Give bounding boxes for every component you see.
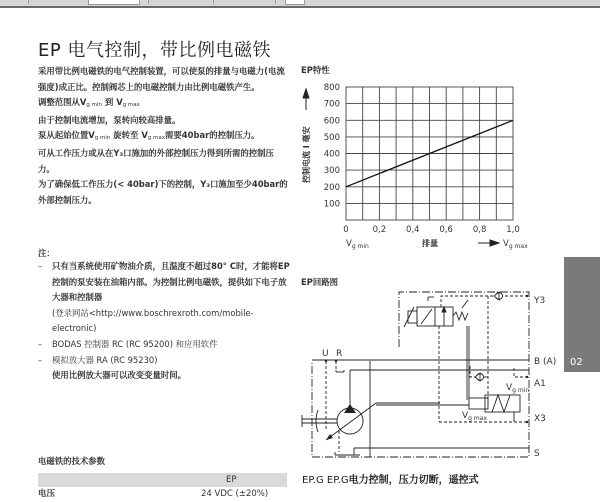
svg-text:控制电流 I 毫安: 控制电流 I 毫安 xyxy=(302,126,311,183)
toolbar-separator xyxy=(213,0,214,4)
svg-text:0,4: 0,4 xyxy=(406,225,420,235)
svg-text:0,6: 0,6 xyxy=(439,225,453,235)
vg-max-label: $V_{g max}$ xyxy=(462,411,487,422)
vg-min-label: $V_{g min}$ xyxy=(506,383,530,394)
website-link[interactable]: (登录网站<http://www.boschrexroth.com/mobile-electronic) xyxy=(52,307,254,334)
chapter-tab[interactable] xyxy=(564,257,600,372)
svg-text:500: 500 xyxy=(323,132,340,143)
svg-text:1,0: 1,0 xyxy=(506,225,520,235)
note-item: – 只有当系统使用矿物油介质，且温度不超过80° C时，才能将EP控制的泵安装在油箱内部。为控制比例电磁铁，提供如下电子放大器和控制器 xyxy=(38,261,290,303)
port-label-s: S xyxy=(534,449,540,459)
table-header: EP xyxy=(38,473,287,487)
note-item: – 模拟放大器 RA (RC 95230) xyxy=(38,354,158,365)
x-axis-arrow-icon xyxy=(478,240,499,246)
svg-text:100: 100 xyxy=(323,199,340,210)
notes-heading: 注： xyxy=(38,248,55,258)
table-row xyxy=(38,487,287,501)
svg-text:800: 800 xyxy=(323,83,340,93)
port-label-a1: A1 xyxy=(534,379,546,389)
port-label-y3: Y3 xyxy=(534,296,546,306)
circuit-title: EP回路图 xyxy=(301,277,338,287)
svg-text:0: 0 xyxy=(343,225,349,235)
intro-paragraph-5: 可从工作压力或从在Y₃口施加的外部控制压力得到所需的控制压力。 xyxy=(38,147,274,174)
intro-paragraph-1: 采用带比例电磁铁的电气控制装置，可以使泵的排量与电磁力(电流强度)成正比。控制阀芯上的电磁控制力由比例电磁铁产生。 xyxy=(38,66,285,92)
section-title-epg: EP.G EP.G电力控制，压力切断，遥控式 xyxy=(302,475,479,486)
page-number-field[interactable] xyxy=(88,0,140,5)
x-min-label: $V_{g min}$ xyxy=(346,239,369,250)
intro-paragraph-3: 由于控制电流增加，泵转向较高排量。 xyxy=(38,114,181,125)
svg-text:200: 200 xyxy=(323,182,340,193)
y-axis-ticks xyxy=(324,83,340,209)
tech-params-table xyxy=(38,473,287,501)
param-value: 24 VDC (±20%) xyxy=(201,489,269,499)
svg-text:300: 300 xyxy=(323,166,340,177)
port-label-ba: B (A) xyxy=(534,357,557,367)
svg-text:600: 600 xyxy=(323,116,340,127)
intro-text xyxy=(38,64,288,208)
port-label-x3: X3 xyxy=(534,414,546,424)
toolbar-separator xyxy=(28,0,29,4)
x-axis-label: 排量 xyxy=(422,239,438,248)
param-name: 电压 xyxy=(38,489,56,499)
port-label-u: U xyxy=(322,349,329,359)
svg-text:0,2: 0,2 xyxy=(372,225,387,235)
toolbar-separator xyxy=(275,0,276,4)
note-item: 使用比例放大器可以改变变量时间。 xyxy=(52,370,186,381)
ep-characteristic-chart xyxy=(296,72,556,252)
chart-title: EP特性 xyxy=(301,65,330,75)
note-item: – BODAS 控制器 RC (RC 95200) 和应用软件 xyxy=(38,338,218,349)
svg-text:700: 700 xyxy=(323,99,340,110)
intro-paragraph-4: 泵从起始位置$V_{g min}$ 旋转至 $V_{g max}$需要40bar的控制压力。 xyxy=(38,130,260,142)
port-label-r: R xyxy=(336,349,343,359)
chapter-number: 02 xyxy=(570,357,583,368)
svg-text:400: 400 xyxy=(323,149,340,160)
x-axis-ticks xyxy=(343,225,519,235)
intro-paragraph-6: 为了确保低工作压力(< 40bar)下的控制，Y₃口施加至少40bar的外部控制压力。 xyxy=(38,179,288,205)
tech-params-heading: 电磁铁的技术参数 xyxy=(38,456,105,466)
x-max-label: $V_{g max}$ xyxy=(503,239,528,250)
viewer-toolbar xyxy=(0,0,600,8)
intro-paragraph-2: 调整范围从$V_{g min}$ 到 $V_{g max}$ xyxy=(38,97,140,109)
notes-list xyxy=(38,259,293,384)
zoom-field[interactable] xyxy=(285,0,305,5)
y-axis-label xyxy=(301,126,311,184)
toolbar-separator xyxy=(148,0,149,4)
ep-circuit-diagram xyxy=(296,285,566,460)
page-title: EP 电气控制，带比例电磁铁 xyxy=(38,40,271,61)
y-axis-arrow-icon xyxy=(303,89,309,110)
svg-text:0,8: 0,8 xyxy=(472,225,487,235)
note-item xyxy=(38,306,293,337)
